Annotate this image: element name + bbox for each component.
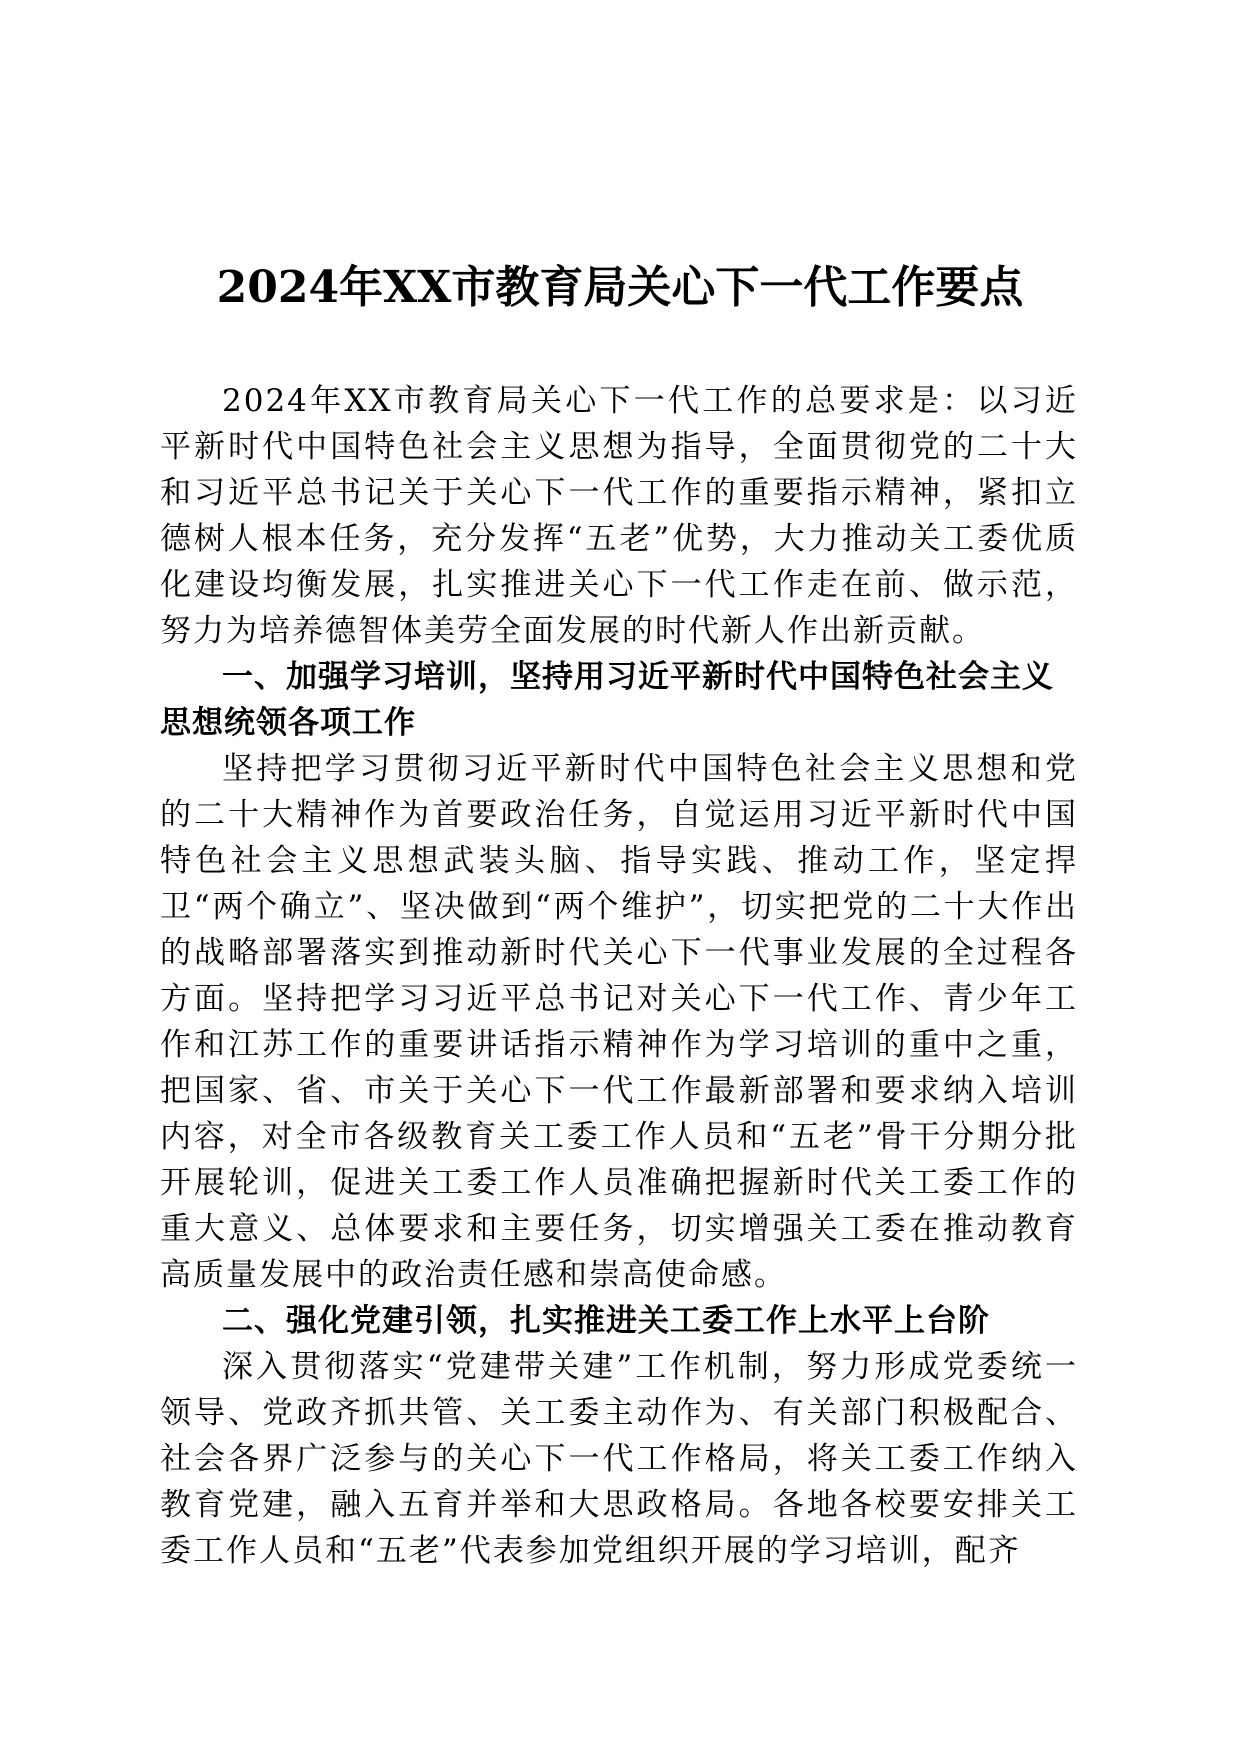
section-1-paragraph: 坚持把学习贯彻习近平新时代中国特色社会主义思想和党的二十大精神作为首要政治任务，自觉运用习近平新时代中国特色社会主义思想武装头脑、指导实践、推动工作，坚定捍卫“两个确立”、坚决做到“两个维护”，切实把党的二十大作出的战略部署落实到推动新时代关心下一代事业发展的全过程各方面。坚持把学习习近平总书记对关心下一代工作、青少年工作和江苏工作的重要讲话指示精神作为学习培训的重中之重，把国家、省、市关于关心下一代工作最新部署和要求纳入培训内容，对全市各级教育关工委工作人员和“五老”骨干分期分批开展轮训，促进关工委工作人员准确把握新时代关工委工作的重大意义、总体要求和主要任务，切实增强关工委在推动教育高质量发展中的政治责任感和崇高使命感。 <box>160 751 1078 1293</box>
section-heading-1: 一、加强学习培训，坚持用习近平新时代中国特色社会主义思想统领各项工作 <box>160 659 1054 741</box>
intro-paragraph: 2024年XX市教育局关心下一代工作的总要求是：以习近平新时代中国特色社会主义思想为指导，全面贯彻党的二十大和习近平总书记关于关心下一代工作的重要指示精神，紧扣立德树人根本任务，充分发挥“五老”优势，大力推动关工委优质化建设均衡发展，扎实推进关心下一代工作走在前、做示范，努力为培养德智体美劳全面发展的时代新人作出新贡献。 <box>160 383 1078 649</box>
document-body <box>160 378 1078 1574</box>
document-title: 2024年XX市教育局关心下一代工作要点 <box>216 262 1024 313</box>
section-2-paragraph: 深入贯彻落实“党建带关建”工作机制，努力形成党委统一领导、党政齐抓共管、关工委主动作为、有关部门积极配合、社会各界广泛参与的关心下一代工作格局，将关工委工作纳入教育党建，融入五育并举和大思政格局。各地各校要安排关工委工作人员和“五老”代表参加党组织开展的学习培训，配齐 <box>160 1349 1078 1569</box>
section-heading-2: 二、强化党建引领，扎实推进关工委工作上水平上台阶 <box>222 1303 990 1339</box>
